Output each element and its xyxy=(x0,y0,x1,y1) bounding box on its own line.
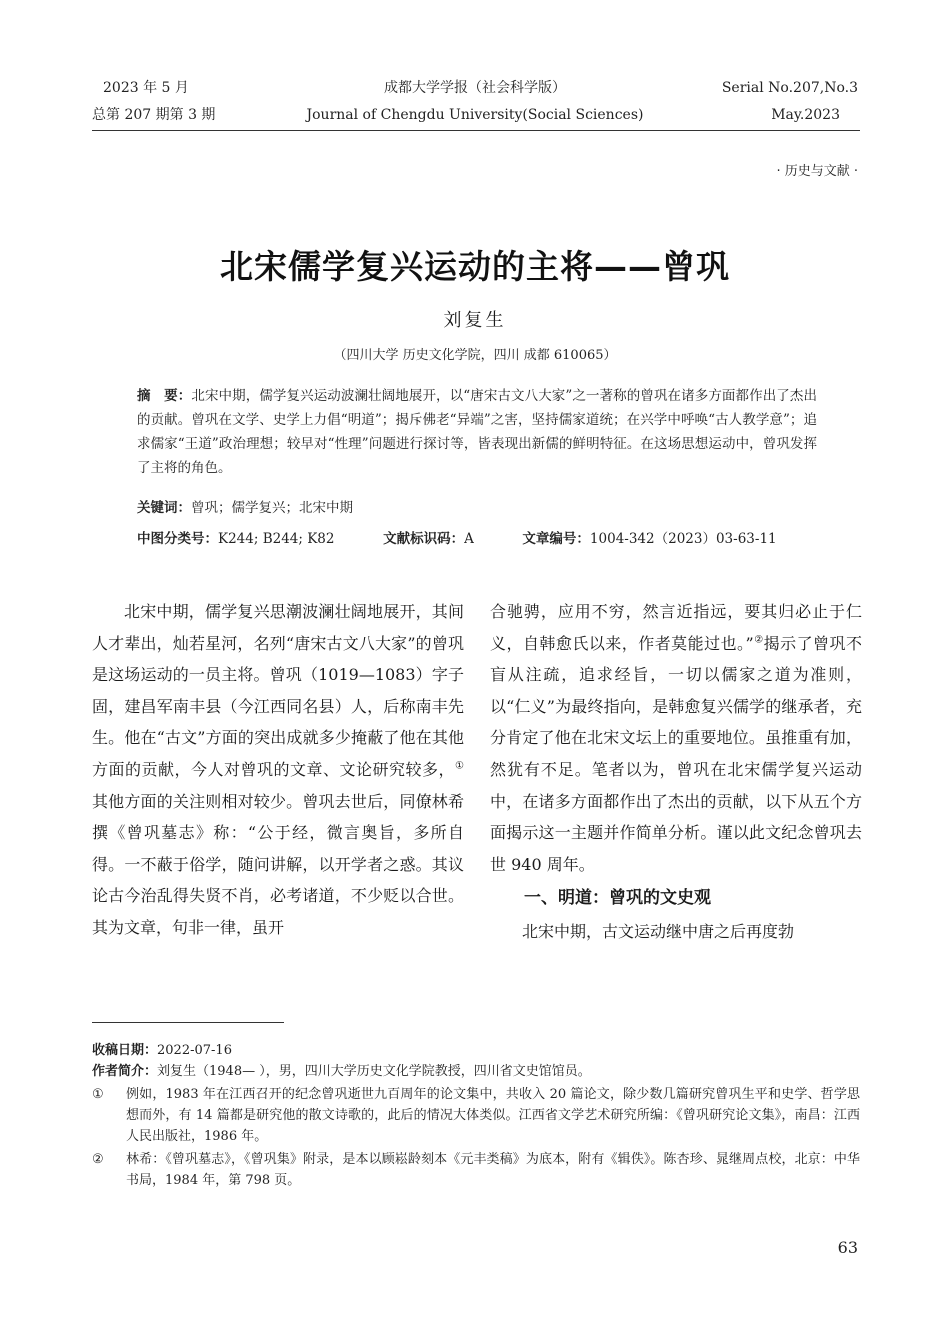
clc-label: 中图分类号： xyxy=(137,531,218,547)
author-name: 刘复生 xyxy=(443,310,507,331)
abstract-label: 摘 要： xyxy=(137,388,192,404)
article-title: 北宋儒学复兴运动的主将——曾巩 xyxy=(220,247,730,286)
keywords-text: 曾巩；儒学复兴；北宋中期 xyxy=(191,500,353,516)
received-label: 收稿日期： xyxy=(92,1043,158,1058)
received-date xyxy=(92,1040,860,1061)
clc-value: K244; B244; K82 xyxy=(218,531,335,547)
body-text: 揭示了曾巩不盲从注疏，追求经旨，一切以儒家之道为准则，以“仁义”为最终指向，是韩愈复兴儒学的继承者，充分肯定了他在北宋文坛上的重要地位。虽推重有加，然犹有不足。笔者以为，曾巩在北宋儒学复兴运动中，在诸多方面都作出了杰出的贡献，以下从五个方面揭示这一主题并作简单分析。谨以此文纪念曾巩去世 940 周年。 xyxy=(490,633,862,874)
doc-code-label: 文献标识码： xyxy=(383,531,465,547)
article-number-label: 文章编号： xyxy=(522,531,590,547)
article-number-value: 1004-342（2023）03-63-11 xyxy=(589,531,777,547)
footnote-text: 例如，1983 年在江西召开的纪念曾巩逝世九百周年的论文集中，共收入 20 篇论文，除少数几篇研究曾巩生平和史学、哲学思想而外，有 14 篇都是研究他的散文诗歌的，此后的情况大体类似。江西省文学艺术研究所编：《曾巩研究论文集》，南昌：江西人民出版社，1986 年。 xyxy=(126,1087,860,1144)
abstract xyxy=(137,384,817,480)
footnotes xyxy=(92,1040,860,1191)
page-number: 63 xyxy=(837,1238,858,1257)
body-text: 北宋中期，儒学复兴思潮波澜壮阔地展开，其间人才辈出，灿若星河，名列“唐宋古文八大家”的曾巩是这场运动的一员主将。曾巩（1019—1083）字子固，建昌军南丰县（今江西同名县）人，后称南丰先生。他在“古文”方面的突出成就多少掩蔽了他在其他方面的贡献，今人对曾巩的文章、文论研究较多， xyxy=(92,602,464,779)
footnote-rule xyxy=(92,1022,284,1023)
abstract-text: 北宋中期，儒学复兴运动波澜壮阔地展开，以“唐宋古文八大家”之一著称的曾巩在诸多方面都作出了杰出的贡献。曾巩在文学、史学上力倡“明道”；揭斥佛老“异端”之害，坚持儒家道统；在兴学中呼唤“古人教学意”；追求儒家“王道”政治理想；较早对“性理”问题进行探讨等，皆表现出新儒的鲜明特征。在这场思想运动中，曾巩发挥了主将的角色。 xyxy=(137,388,817,476)
header-serial: Serial No.207,No.3 xyxy=(721,80,858,96)
footnote-text: 林希：《曾巩墓志》，《曾巩集》附录，是本以顾崧龄刻本《元丰类稿》为底本，附有《辑佚》。陈杏珍、晁继周点校，北京：中华书局，1984 年，第 798 页。 xyxy=(126,1152,860,1188)
header-issue: 总第 207 期第 3 期 xyxy=(92,107,216,123)
keywords xyxy=(137,497,827,519)
author-bio xyxy=(92,1061,860,1082)
author-bio-label: 作者简介： xyxy=(92,1064,158,1079)
doc-code-value: A xyxy=(464,531,474,547)
footnote-2 xyxy=(92,1149,860,1191)
body-right-column xyxy=(490,596,862,948)
received-value: 2022-07-16 xyxy=(157,1043,232,1058)
journal-name-cn: 成都大学学报（社会科学版） xyxy=(384,80,566,96)
body-paragraph xyxy=(490,596,862,880)
author-affiliation: （四川大学 历史文化学院，四川 成都 610065） xyxy=(333,348,617,363)
footnote-1 xyxy=(92,1084,860,1147)
header-rule xyxy=(92,130,860,131)
author-bio-value: 刘复生（1948— ），男，四川大学历史文化学院教授，四川省文史馆馆员。 xyxy=(157,1064,591,1079)
section-heading: 一、明道：曾巩的文史观 xyxy=(524,888,711,909)
header-date: 2023 年 5 月 xyxy=(103,80,189,96)
classification-row xyxy=(137,528,827,550)
footnote-marker: ② xyxy=(92,1152,104,1167)
footnote-ref-1[interactable]: ① xyxy=(455,760,464,772)
header-month: May.2023 xyxy=(771,107,840,123)
body-paragraph xyxy=(92,596,464,944)
body-paragraph: 北宋中期，古文运动继中唐之后再度勃 xyxy=(522,922,795,942)
body-text: 合驰骋，应用不穷，然言近指远，要其归必止于仁义，自韩愈氏以来，作者莫能过也。” xyxy=(490,602,862,653)
footnote-ref-2[interactable]: ② xyxy=(753,634,764,646)
body-text: 其他方面的关注则相对较少。曾巩去世后，同僚林希撰《曾巩墓志》称：“公于经，微言奥旨，多所自得。一不蔽于俗学，随问讲解，以开学者之惑。其议论古今治乱得失贤不肖，必考诸道，不少贬以合世。其为文章，句非一律，虽开 xyxy=(92,791,464,937)
keywords-label: 关键词： xyxy=(137,500,191,516)
section-tag: · 历史与文献 · xyxy=(776,164,858,179)
footnote-marker: ① xyxy=(92,1087,104,1102)
journal-name-en: Journal of Chengdu University(Social Sciences) xyxy=(306,107,644,123)
body-left-column xyxy=(92,596,464,944)
